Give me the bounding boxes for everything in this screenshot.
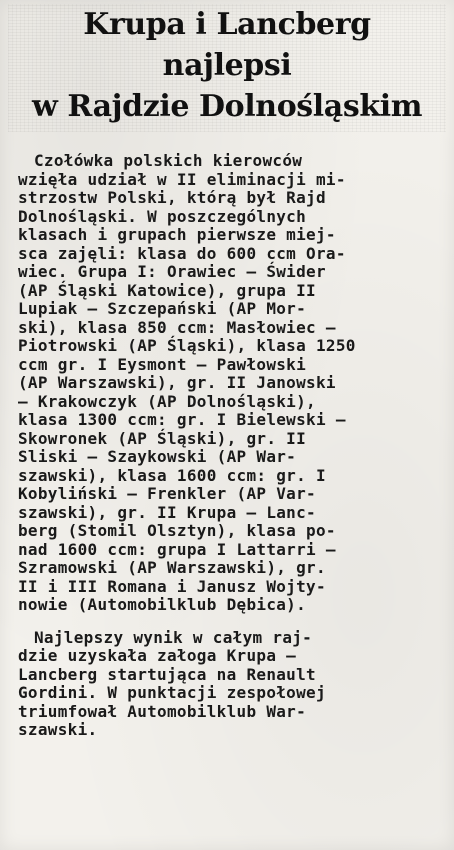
text-line: Kobyliński — Frenkler (AP Var- [18,484,316,503]
text-line: szawski. [18,720,98,739]
text-line: berg (Stomil Olsztyn), klasa po- [18,521,336,540]
headline-line-3: w Rajdzie Dolnośląskim [31,89,423,124]
text-line: (AP Śląski Katowice), grupa II [18,280,316,300]
text-line: Dolnośląski. W poszczególnych [18,206,307,226]
paragraph-2 [18,629,442,740]
article-body [18,152,442,740]
text-line: sca zajęli: klasa do 600 ccm Ora- [18,243,346,263]
text-line: Skowronek (AP Śląski), gr. II [18,428,307,448]
text-line: strzostw Polski, którą był Rajd [18,188,326,207]
text-line: Czołówka polskich kierowców [34,151,303,170]
text-line: triumfował Automobilklub War- [18,701,307,721]
text-line: Piotrowski (AP Śląski), klasa 1250 [18,336,356,355]
text-line: Lancberg startująca na Renault [18,664,316,684]
text-line: ski), klasa 850 ccm: Masłowiec — [18,317,336,337]
text-line: ccm gr. I Eysmont — Pawłowski [18,354,307,374]
text-line: Sliski — Szaykowski (AP War- [18,447,297,466]
text-line: wiec. Grupa I: Orawiec — Świder [18,262,326,281]
text-line: klasach i grupach pierwsze miej- [18,225,336,244]
text-line: — Krakowczyk (AP Dolnośląski), [18,391,316,411]
text-line: Szramowski (AP Warszawski), gr. [18,558,326,577]
text-line: nowie (Automobilklub Dębica). [18,595,307,614]
headline-line-1: Krupa i Lancberg [83,7,371,42]
text-line: szawski), gr. II Krupa — Lanc- [18,502,316,522]
text-line: wzięła udział w II eliminacji mi- [18,169,346,189]
headline [8,4,446,132]
text-line: dzie uzyskała załoga Krupa — [18,646,297,665]
headline-line-2: najlepsi [162,48,292,83]
text-line: klasa 1300 ccm: gr. I Bielewski — [18,410,346,429]
text-line: nad 1600 ccm: grupa I Lattarri — [18,539,336,559]
text-line: Najlepszy wynik w całym raj- [34,627,313,647]
text-line: Lupiak — Szczepański (AP Mor- [18,299,307,318]
text-line: (AP Warszawski), gr. II Janowski [18,373,336,392]
text-line: szawski), klasa 1600 ccm: gr. I [18,465,326,485]
paragraph-1 [18,152,442,615]
text-line: II i III Romana i Janusz Wojty- [18,576,326,596]
text-line: Gordini. W punktacji zespołowej [18,683,326,702]
